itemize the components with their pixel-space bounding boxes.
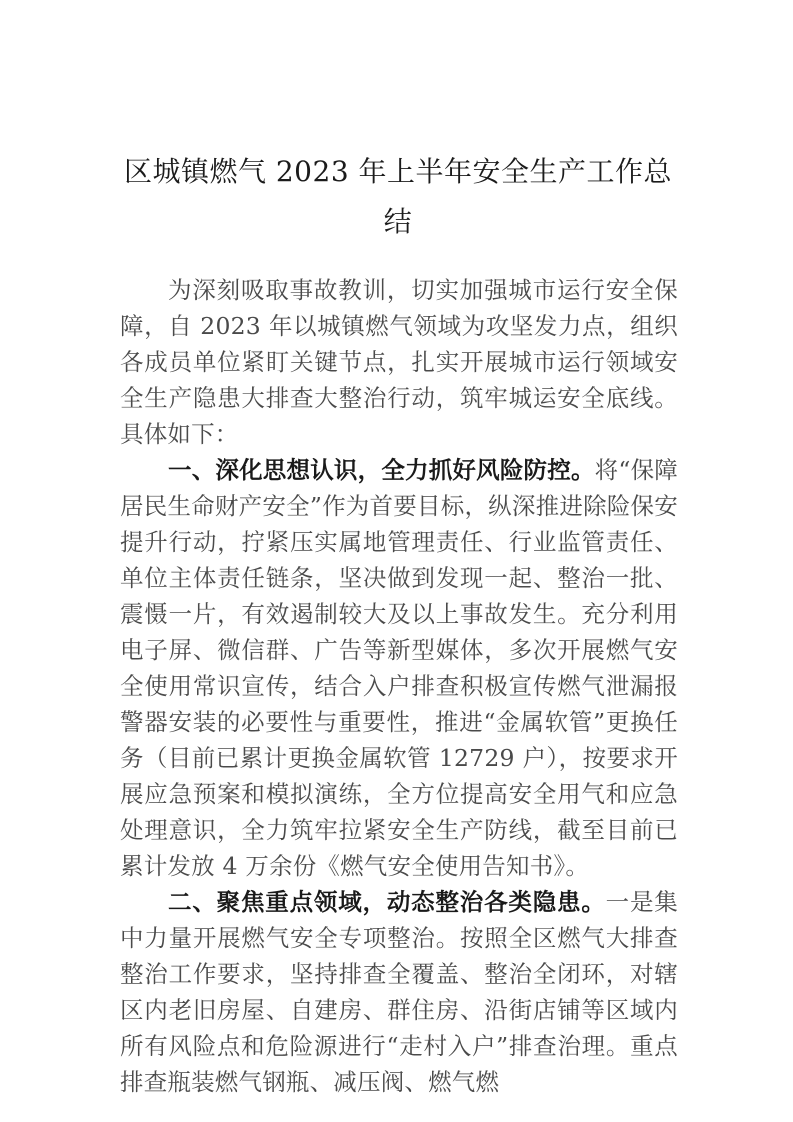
paragraph-text-one: 将“保障居民生命财产安全”作为首要目标，纵深推进除险保安提升行动，拧紧压实属地管理责任、行业监管责任、单位主体责任链条，坚决做到发现一起、整治一批、震慑一片，有效遏制较大及以上事故发生。充分利用电子屏、微信群、广告等新型媒体，多次开展燃气安全使用常识宣传，结合入户排查积极宣传燃气泄漏报警器安装的必要性与重要性，推进“金属软管”更换任务（目前已累计更换金属软管 12729 户），按要求开展应急预案和模拟演练，全方位提高安全用气和应急处理意识，全力筑牢拉紧安全生产防线，截至目前已累计发放 4 万余份《燃气安全使用告知书》。: [120, 456, 678, 880]
paragraph-section-two: [120, 884, 678, 1100]
paragraph-text-intro: 为深刻吸取事故教训，切实加强城市运行安全保障，自 2023 年以城镇燃气领域为攻坚发力点，组织各成员单位紧盯关键节点，扎实开展城市运行领域安全生产隐患大排查大整治行动，筑牢城运安全底线。具体如下：: [120, 276, 678, 448]
paragraph-text-two: 一是集中力量开展燃气安全专项整治。按照全区燃气大排查整治工作要求，坚持排查全覆盖、整治全闭环，对辖区内老旧房屋、自建房、群住房、沿街店铺等区域内所有风险点和危险源进行“走村入户”排查治理。重点排查瓶装燃气钢瓶、减压阀、燃气燃: [120, 888, 678, 1096]
section-heading-one: 一、深化思想认识，全力抓好风险防控。: [168, 456, 595, 484]
paragraph-section-one: [120, 452, 678, 884]
paragraph-intro: [120, 272, 678, 452]
page-title: 区城镇燃气 2023 年上半年安全生产工作总结: [123, 154, 673, 238]
document-body: [120, 272, 678, 1100]
section-heading-two: 二、聚焦重点领域，动态整治各类隐患。: [168, 888, 606, 916]
